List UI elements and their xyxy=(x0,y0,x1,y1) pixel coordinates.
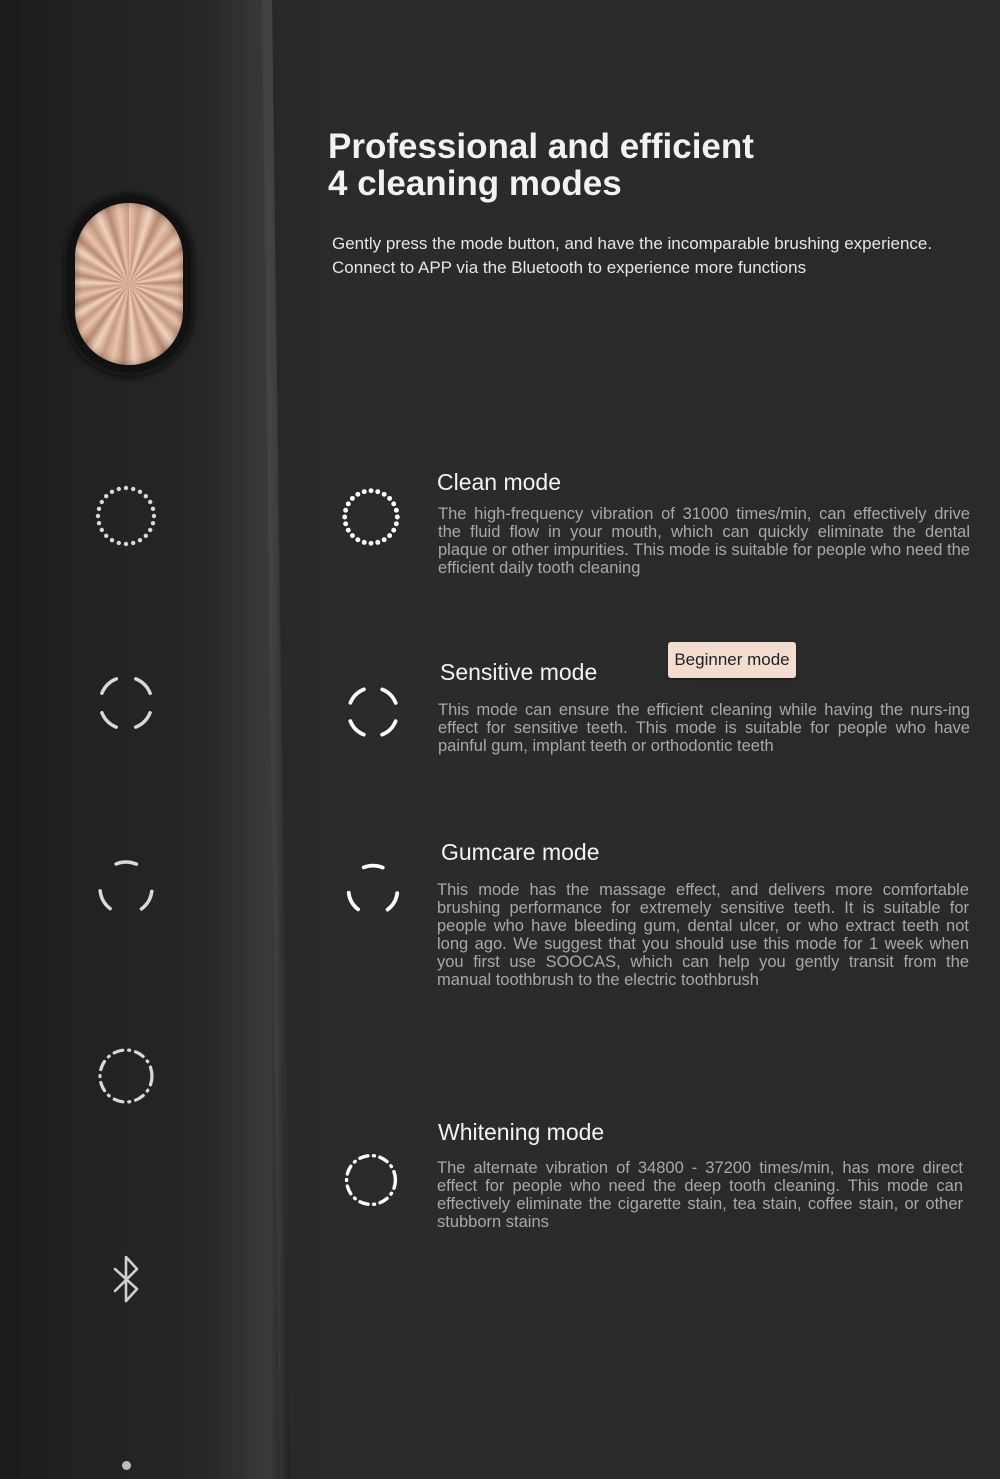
sensitive-mode-description: This mode can ensure the efficient cleaning while having the nurs-ing effect for sensitive teeth. This mode is suitable for people who have painful gum, implant teeth or orthodontic teeth xyxy=(438,701,970,755)
page-title xyxy=(328,128,754,202)
whitening-mode-description: The alternate vibration of 34800 - 37200 times/min, has more direct effect for people who need the deep tooth cleaning. This mode can effectively eliminate the cigarette stain, tea stain, coffee stain, or other stubborn stains xyxy=(437,1159,963,1231)
bluetooth-icon xyxy=(93,1247,159,1313)
subtitle-line-1: Gently press the mode button, and have the incomparable brushing experience. xyxy=(332,234,933,253)
dotted-circle-icon xyxy=(340,486,402,548)
beginner-mode-badge: Beginner mode xyxy=(668,642,796,678)
sensitive-mode-title: Sensitive mode xyxy=(440,659,598,685)
handle-gumcare-mode-icon xyxy=(93,855,159,921)
whitening-mode-title: Whitening mode xyxy=(438,1119,605,1145)
indicator-light-dot xyxy=(122,1461,131,1470)
handle-whitening-mode-icon xyxy=(93,1043,159,1109)
title-line-2: 4 cleaning modes xyxy=(328,164,622,203)
handle-clean-mode-icon xyxy=(93,483,159,549)
dash-dot-circle-icon xyxy=(340,1149,402,1211)
clean-mode-title: Clean mode xyxy=(437,469,562,495)
three-arc-circle-icon xyxy=(342,859,404,921)
gumcare-mode-description: This mode has the massage effect, and delivers more comfortable brushing performance for extremely sensitive teeth. It is suitable for people who have bleeding gum, dental ulcer, or who extract teeth not long ago. We suggest that you should use this mode for 1 week when you first use SOOCAS, which can help you gently transit from the manual toothbrush to the electric toothbrush xyxy=(437,881,969,989)
title-line-1: Professional and efficient xyxy=(328,127,754,166)
gumcare-mode-title: Gumcare mode xyxy=(441,839,600,865)
page-subtitle xyxy=(332,232,932,280)
handle-sensitive-mode-icon xyxy=(93,670,159,736)
four-dash-circle-icon xyxy=(342,681,404,743)
mode-button[interactable] xyxy=(75,203,183,365)
subtitle-line-2: Connect to APP via the Bluetooth to experience more functions xyxy=(332,258,807,277)
clean-mode-description: The high-frequency vibration of 31000 times/min, can effectively drive the fluid flow in your mouth, which can quickly eliminate the dental plaque or other impurities. This mode is suitable for people who need the efficient daily tooth cleaning xyxy=(438,505,970,577)
